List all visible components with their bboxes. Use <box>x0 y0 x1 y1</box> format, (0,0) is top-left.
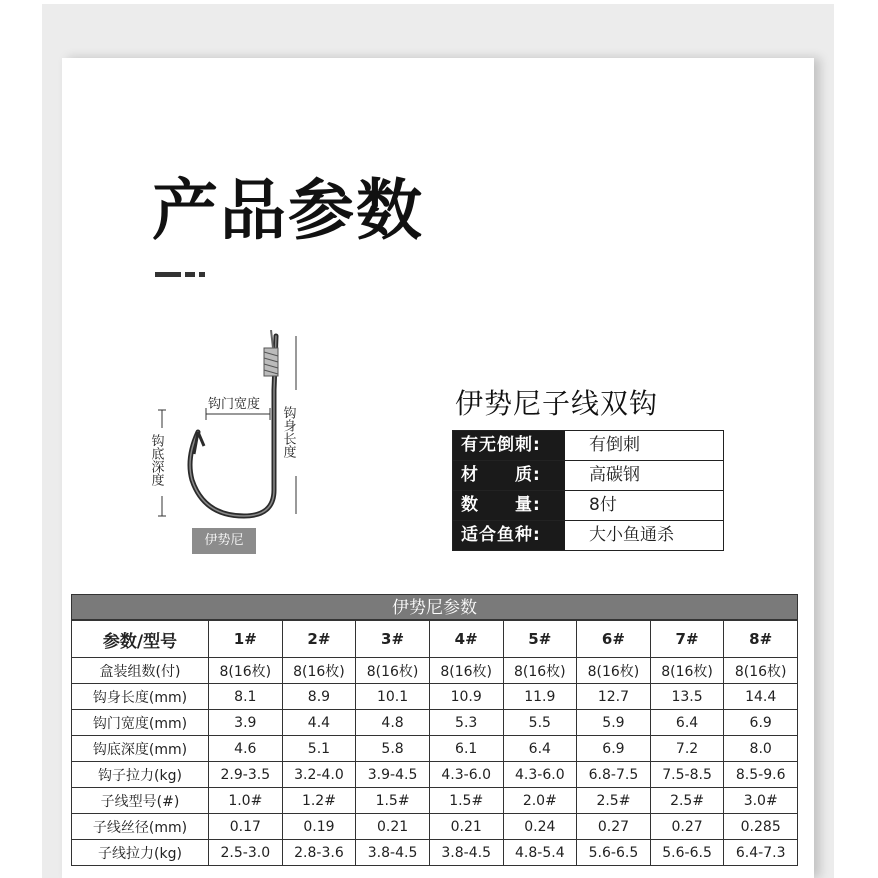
table-cell: 8(16枚) <box>282 658 356 684</box>
table-cell: 8.5-9.6 <box>724 762 798 788</box>
table-cell: 0.19 <box>282 814 356 840</box>
table-row-label: 子线拉力(kg) <box>72 840 209 866</box>
table-cell: 6.4 <box>503 736 577 762</box>
table-header-cell: 5# <box>503 621 577 658</box>
spec-key: 适合鱼种: <box>453 521 565 550</box>
table-row <box>72 658 798 684</box>
spec-value: 8付 <box>589 495 617 515</box>
spec-row <box>453 521 723 550</box>
table-row-label: 钩身长度(mm) <box>72 684 209 710</box>
table-row <box>72 762 798 788</box>
table-row-label: 盒装组数(付) <box>72 658 209 684</box>
table-cell: 0.21 <box>429 814 503 840</box>
table-cell: 5.6-6.5 <box>577 840 651 866</box>
spec-key: 材 质: <box>453 461 565 490</box>
table-cell: 8(16枚) <box>724 658 798 684</box>
table-row-label: 子线型号(#) <box>72 788 209 814</box>
table-cell: 8.0 <box>724 736 798 762</box>
table-header-cell: 2# <box>282 621 356 658</box>
table-header-cell: 1# <box>209 621 283 658</box>
table-cell: 12.7 <box>577 684 651 710</box>
table-cell: 6.8-7.5 <box>577 762 651 788</box>
table-cell: 6.4-7.3 <box>724 840 798 866</box>
table-header-cell: 6# <box>577 621 651 658</box>
spec-key: 数 量: <box>453 491 565 520</box>
table-cell: 4.3-6.0 <box>503 762 577 788</box>
table-cell: 5.8 <box>356 736 430 762</box>
table-cell: 5.6-6.5 <box>650 840 724 866</box>
table-cell: 4.4 <box>282 710 356 736</box>
table-cell: 2.9-3.5 <box>209 762 283 788</box>
table-cell: 6.9 <box>577 736 651 762</box>
table-row-label: 钩底深度(mm) <box>72 736 209 762</box>
spec-box <box>452 430 724 551</box>
table-cell: 8(16枚) <box>650 658 724 684</box>
page-title: 产品参数 <box>152 172 424 249</box>
table-cell: 2.5-3.0 <box>209 840 283 866</box>
spec-value: 大小鱼通杀 <box>589 525 674 545</box>
table-cell: 0.27 <box>650 814 724 840</box>
table-cell: 8(16枚) <box>356 658 430 684</box>
spec-row <box>453 491 723 521</box>
table-cell: 0.285 <box>724 814 798 840</box>
table-cell: 10.1 <box>356 684 430 710</box>
table-cell: 3.9 <box>209 710 283 736</box>
table-cell: 10.9 <box>429 684 503 710</box>
spec-row <box>453 461 723 491</box>
table-cell: 2.8-3.6 <box>282 840 356 866</box>
table-header-cell: 4# <box>429 621 503 658</box>
table-row-label: 钩子拉力(kg) <box>72 762 209 788</box>
table-cell: 8(16枚) <box>209 658 283 684</box>
spec-row <box>453 431 723 461</box>
table-cell: 5.5 <box>503 710 577 736</box>
table-header-cell: 7# <box>650 621 724 658</box>
table-cell: 4.8 <box>356 710 430 736</box>
params-table-wrap <box>71 594 798 866</box>
table-cell: 1.5# <box>429 788 503 814</box>
table-cell: 0.17 <box>209 814 283 840</box>
table-cell: 0.21 <box>356 814 430 840</box>
table-cell: 5.1 <box>282 736 356 762</box>
table-cell: 2.5# <box>577 788 651 814</box>
table-cell: 4.3-6.0 <box>429 762 503 788</box>
shank-length-label: 钩身长度 <box>280 406 296 458</box>
table-header-cell: 3# <box>356 621 430 658</box>
table-cell: 11.9 <box>503 684 577 710</box>
table-header-first: 参数/型号 <box>72 621 209 658</box>
params-table <box>71 620 798 866</box>
table-cell: 8(16枚) <box>429 658 503 684</box>
table-cell: 6.9 <box>724 710 798 736</box>
spec-key: 有无倒刺: <box>453 431 565 460</box>
gate-width-label: 钩门宽度 <box>208 397 261 412</box>
bottom-depth-label: 钩底深度 <box>148 434 164 486</box>
table-cell: 4.8-5.4 <box>503 840 577 866</box>
params-table-caption: 伊势尼参数 <box>71 594 798 620</box>
table-cell: 6.4 <box>650 710 724 736</box>
table-cell: 8(16枚) <box>503 658 577 684</box>
table-cell: 1.0# <box>209 788 283 814</box>
table-row <box>72 684 798 710</box>
brand-badge: 伊势尼 <box>192 528 256 554</box>
table-cell: 3.9-4.5 <box>356 762 430 788</box>
table-cell: 4.6 <box>209 736 283 762</box>
table-cell: 7.2 <box>650 736 724 762</box>
table-cell: 3.2-4.0 <box>282 762 356 788</box>
spec-value: 有倒刺 <box>589 435 640 455</box>
spec-value: 高碳钢 <box>589 465 640 485</box>
table-cell: 6.1 <box>429 736 503 762</box>
table-cell: 3.8-4.5 <box>356 840 430 866</box>
table-row <box>72 710 798 736</box>
table-header-cell: 8# <box>724 621 798 658</box>
table-cell: 1.5# <box>356 788 430 814</box>
product-name: 伊势尼子线双钩 <box>455 387 659 420</box>
table-cell: 1.2# <box>282 788 356 814</box>
table-cell: 8.9 <box>282 684 356 710</box>
table-cell: 5.3 <box>429 710 503 736</box>
table-cell: 8.1 <box>209 684 283 710</box>
table-cell: 0.27 <box>577 814 651 840</box>
table-row-label: 子线丝径(mm) <box>72 814 209 840</box>
params-table-body <box>72 658 798 866</box>
table-cell: 2.5# <box>650 788 724 814</box>
table-cell: 7.5-8.5 <box>650 762 724 788</box>
table-cell: 8(16枚) <box>577 658 651 684</box>
table-cell: 0.24 <box>503 814 577 840</box>
table-header-row <box>72 621 798 658</box>
table-row-label: 钩门宽度(mm) <box>72 710 209 736</box>
table-cell: 5.9 <box>577 710 651 736</box>
table-cell: 3.0# <box>724 788 798 814</box>
table-row <box>72 840 798 866</box>
table-cell: 14.4 <box>724 684 798 710</box>
table-row <box>72 788 798 814</box>
table-cell: 3.8-4.5 <box>429 840 503 866</box>
table-row <box>72 736 798 762</box>
hook-diagram <box>140 330 320 560</box>
table-cell: 13.5 <box>650 684 724 710</box>
table-row <box>72 814 798 840</box>
hook-icon <box>190 330 278 516</box>
table-cell: 2.0# <box>503 788 577 814</box>
